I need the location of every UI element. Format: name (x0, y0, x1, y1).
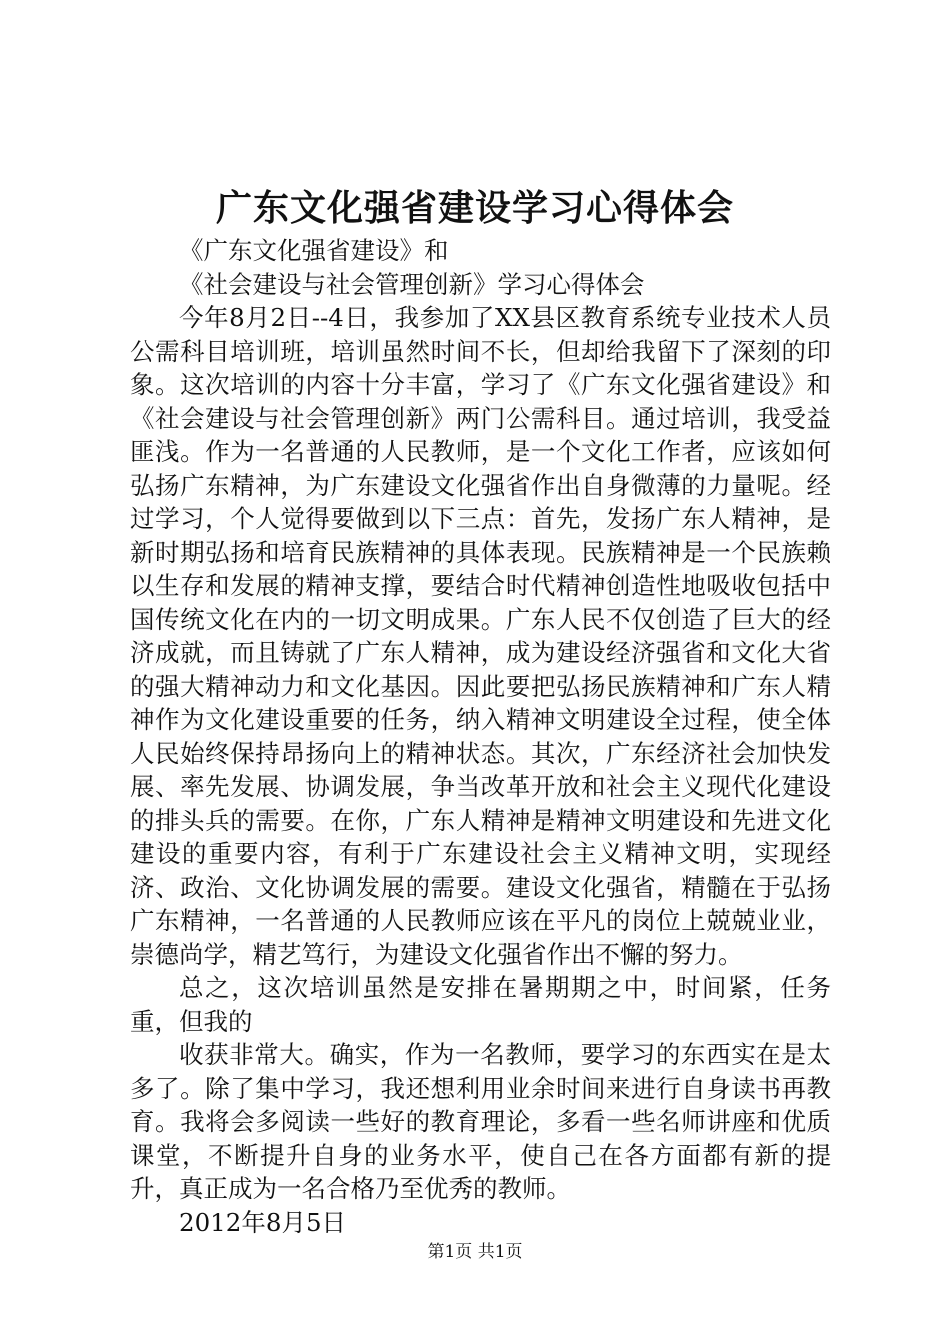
paragraph-main: 今年8月2日--4日，我参加了XX县区教育系统专业技术人员公需科目培训班，培训虽然时间不长，但却给我留下了深刻的印象。这次培训的内容十分丰富，学习了《广东文化强省建设》和《社会建设与社会管理创新》两门公需科目。通过培训，我受益匪浅。作为一名普通的人民教师，是一个文化工作者，应该如何弘扬广东精神，为广东建设文化强省作出自身微薄的力量呢。经过学习，个人觉得要做到以下三点：首先，发扬广东人精神，是新时期弘扬和培育民族精神的具体表现。民族精神是一个民族赖以生存和发展的精神支撑，要结合时代精神创造性地吸收包括中国传统文化在内的一切文明成果。广东人民不仅创造了巨大的经济成就，而且铸就了广东人精神，成为建设经济强省和文化大省的强大精神动力和文化基因。因此要把弘扬民族精神和广东人精神作为文化建设重要的任务，纳入精神文明建设全过程，使全体人民始终保持昂扬向上的精神状态。其次，广东经济社会加快发展、率先发展、协调发展，争当改革开放和社会主义现代化建设的排头兵的需要。在你，广东人精神是精神文明建设和先进文化建设的重要内容，有利于广东建设社会主义精神文明，实现经济、政治、文化协调发展的需要。建设文化强省，精髓在于弘扬广东精神，一名普通的人民教师应该在平凡的岗位上兢兢业业，崇德尚学，精艺笃行，为建设文化强省作出不懈的努力。 (130, 303, 831, 969)
page-footer: 第1页 共1页 (427, 1242, 523, 1262)
subtitle-line-1: 《广东文化强省建设》和 (179, 236, 449, 265)
subtitle-line-2: 《社会建设与社会管理创新》学习心得体会 (179, 269, 645, 299)
paragraph-summary: 总之，这次培训虽然是安排在暑期期之中，时间紧，任务重，但我的 (130, 973, 831, 1036)
document-date: 2012年8月5日 (179, 1207, 347, 1237)
document-title: 广东文化强省建设学习心得体会 (215, 187, 734, 229)
paragraph-conclusion: 收获非常大。确实，作为一名教师，要学习的东西实在是太多了。除了集中学习，我还想利用业余时间来进行自身读书再教育。我将会多阅读一些好的教育理论，多看一些名师讲座和优质课堂，不断提升自身的业务水平，使自己在各方面都有新的提升，真正成为一名合格乃至优秀的教师。 (130, 1040, 831, 1203)
document-body (130, 234, 831, 1239)
